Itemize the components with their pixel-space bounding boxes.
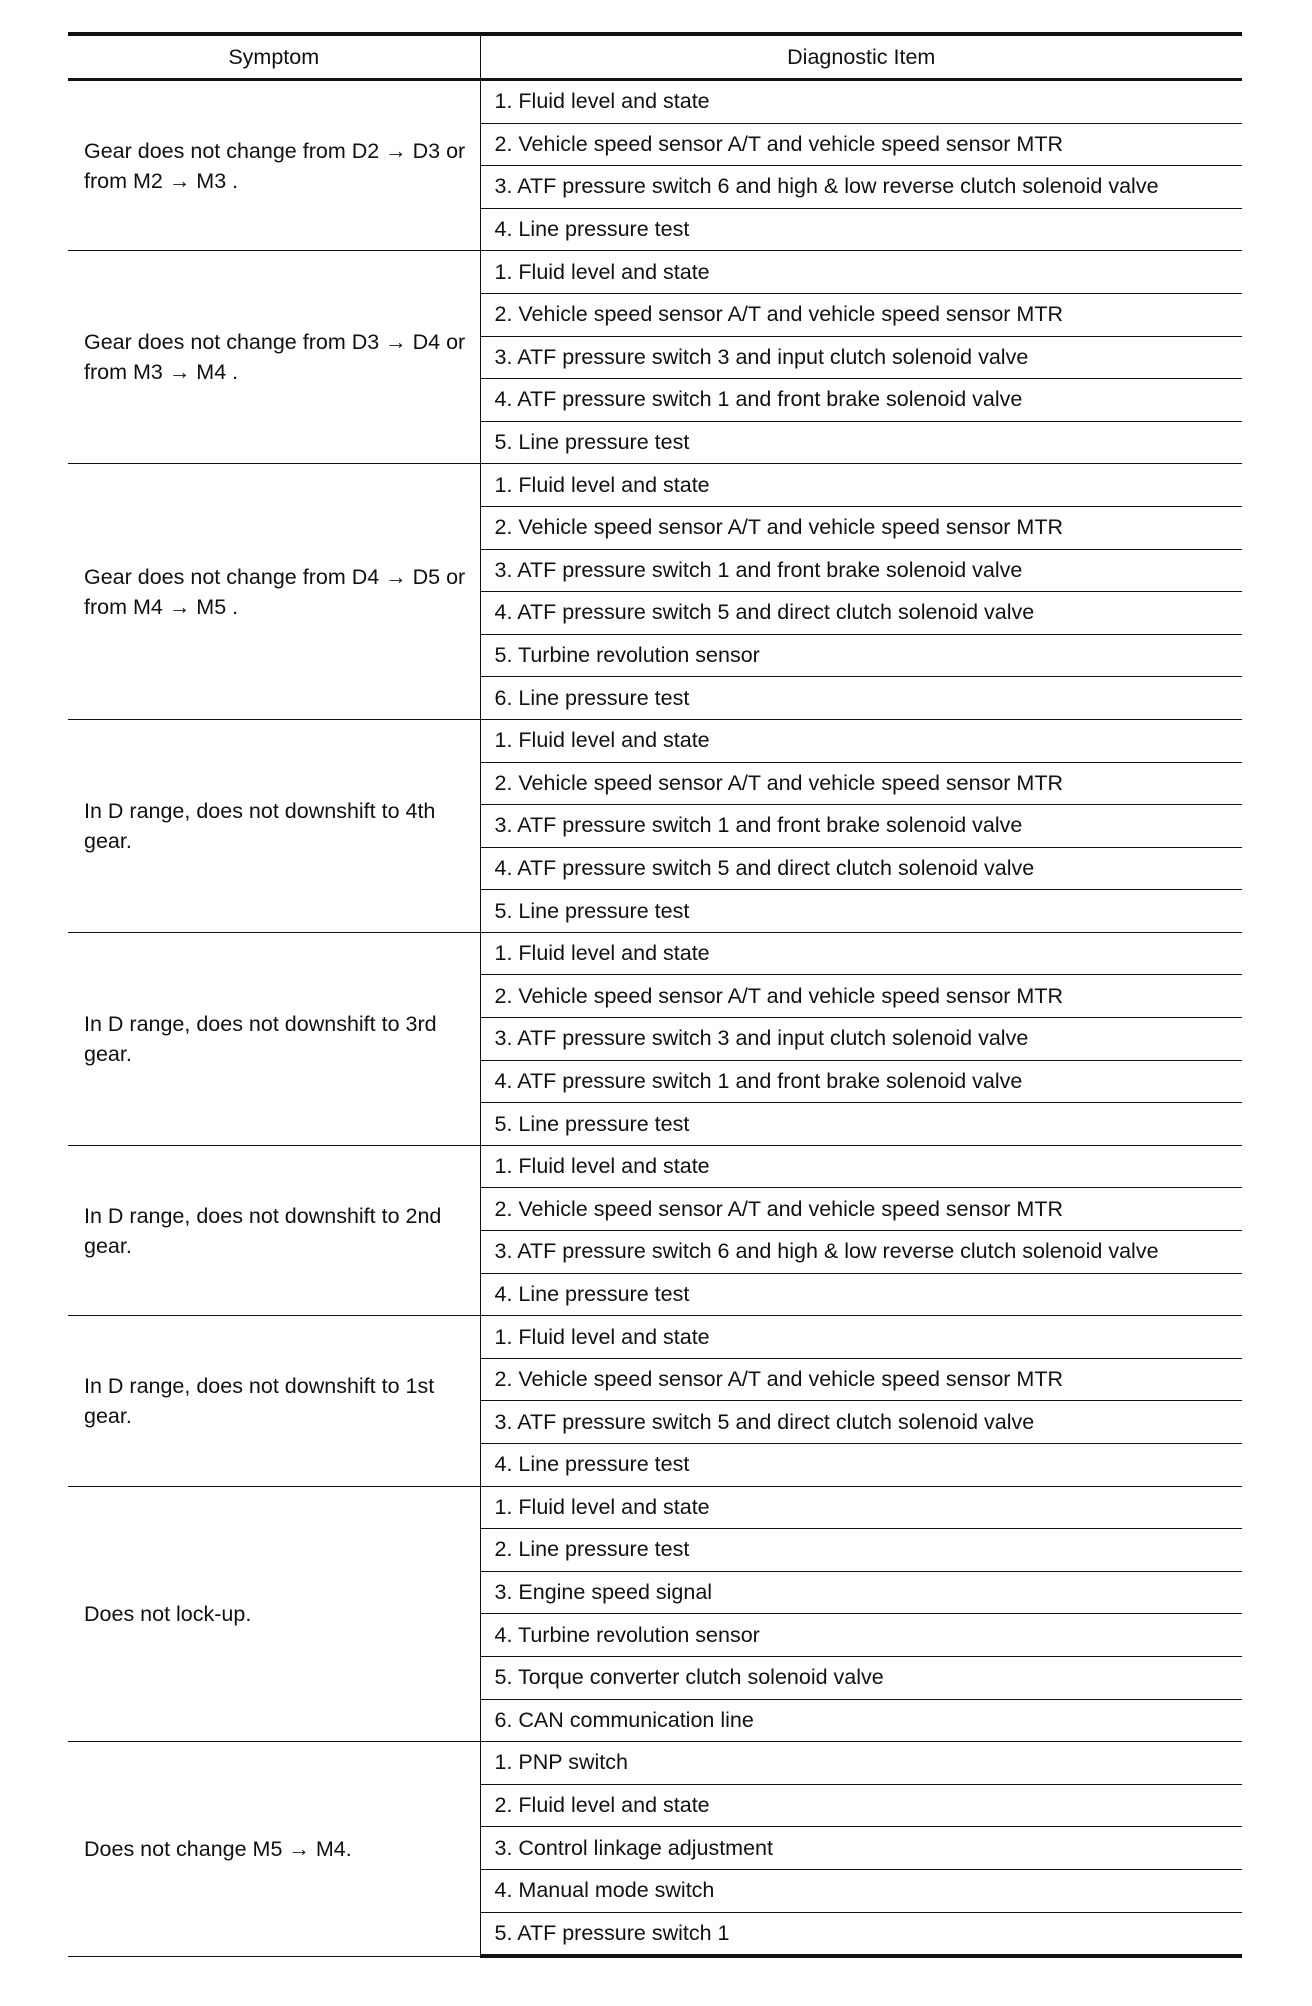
diagnostic-item-cell: 4. Line pressure test [480, 1444, 1242, 1487]
diagnostic-item-cell: 1. Fluid level and state [480, 1486, 1242, 1529]
diagnostic-item-cell: 3. ATF pressure switch 6 and high & low reverse clutch solenoid valve [480, 1231, 1242, 1274]
diagnostic-item-header: Diagnostic Item [480, 34, 1242, 80]
symptom-cell: In D range, does not downshift to 1st gear. [68, 1316, 480, 1486]
diagnostic-item-cell: 2. Vehicle speed sensor A/T and vehicle speed sensor MTR [480, 1358, 1242, 1401]
diagnostic-item-cell: 2. Vehicle speed sensor A/T and vehicle speed sensor MTR [480, 123, 1242, 166]
diagnostic-table-page [68, 32, 1242, 1958]
diagnostic-item-cell: 3. Engine speed signal [480, 1571, 1242, 1614]
diagnostic-item-cell: 4. Manual mode switch [480, 1869, 1242, 1912]
diagnostic-item-cell: 2. Vehicle speed sensor A/T and vehicle speed sensor MTR [480, 762, 1242, 805]
diagnostic-item-cell: 4. Turbine revolution sensor [480, 1614, 1242, 1657]
diagnostic-item-cell: 5. Torque converter clutch solenoid valve [480, 1656, 1242, 1699]
diagnostic-item-cell: 1. Fluid level and state [480, 80, 1242, 124]
symptom-cell: Does not lock-up. [68, 1486, 480, 1742]
diagnostic-item-cell: 3. ATF pressure switch 6 and high & low reverse clutch solenoid valve [480, 166, 1242, 209]
table-row [68, 1486, 1242, 1529]
symptom-cell: Does not change M5 → M4. [68, 1742, 480, 1956]
diagnostic-item-cell: 3. ATF pressure switch 5 and direct clutch solenoid valve [480, 1401, 1242, 1444]
diagnostic-item-cell: 2. Vehicle speed sensor A/T and vehicle speed sensor MTR [480, 975, 1242, 1018]
diagnostic-item-cell: 2. Vehicle speed sensor A/T and vehicle speed sensor MTR [480, 506, 1242, 549]
diagnostic-item-cell: 1. PNP switch [480, 1742, 1242, 1785]
diagnostic-item-cell: 4. ATF pressure switch 5 and direct clutch solenoid valve [480, 592, 1242, 635]
symptom-header: Symptom [68, 34, 480, 80]
table-row [68, 932, 1242, 975]
diagnostic-item-cell: 5. Line pressure test [480, 890, 1242, 933]
diagnostic-item-cell: 2. Vehicle speed sensor A/T and vehicle speed sensor MTR [480, 1188, 1242, 1231]
table-body [68, 80, 1242, 1957]
diagnostic-item-cell: 5. Line pressure test [480, 421, 1242, 464]
table-row [68, 1742, 1242, 1785]
diagnostic-item-cell: 2. Vehicle speed sensor A/T and vehicle speed sensor MTR [480, 293, 1242, 336]
diagnostic-item-cell: 2. Line pressure test [480, 1529, 1242, 1572]
diagnostic-item-cell: 5. ATF pressure switch 1 [480, 1912, 1242, 1956]
table-row [68, 1145, 1242, 1188]
table-row [68, 1316, 1242, 1359]
diagnostic-item-cell: 5. Line pressure test [480, 1103, 1242, 1146]
diagnostic-item-cell: 6. Line pressure test [480, 677, 1242, 720]
symptom-cell: Gear does not change from D2 → D3 or from M2 → M3 . [68, 80, 480, 251]
symptom-cell: In D range, does not downshift to 3rd gear. [68, 932, 480, 1145]
diagnostic-item-cell: 3. ATF pressure switch 3 and input clutch solenoid valve [480, 1018, 1242, 1061]
diagnostic-item-cell: 5. Turbine revolution sensor [480, 634, 1242, 677]
table-header-row [68, 34, 1242, 80]
diagnostic-table [68, 32, 1242, 1958]
table-row [68, 464, 1242, 507]
symptom-cell: Gear does not change from D3 → D4 or from M3 → M4 . [68, 251, 480, 464]
diagnostic-item-cell: 1. Fluid level and state [480, 464, 1242, 507]
diagnostic-item-cell: 1. Fluid level and state [480, 251, 1242, 294]
diagnostic-item-cell: 4. Line pressure test [480, 208, 1242, 251]
diagnostic-item-cell: 1. Fluid level and state [480, 719, 1242, 762]
diagnostic-item-cell: 4. Line pressure test [480, 1273, 1242, 1316]
diagnostic-item-cell: 1. Fluid level and state [480, 1316, 1242, 1359]
symptom-cell: In D range, does not downshift to 4th gear. [68, 719, 480, 932]
diagnostic-item-cell: 4. ATF pressure switch 1 and front brake solenoid valve [480, 379, 1242, 422]
diagnostic-item-cell: 4. ATF pressure switch 5 and direct clutch solenoid valve [480, 847, 1242, 890]
table-row [68, 719, 1242, 762]
diagnostic-item-cell: 1. Fluid level and state [480, 932, 1242, 975]
diagnostic-item-cell: 3. ATF pressure switch 3 and input clutch solenoid valve [480, 336, 1242, 379]
diagnostic-item-cell: 3. Control linkage adjustment [480, 1827, 1242, 1870]
diagnostic-item-cell: 2. Fluid level and state [480, 1784, 1242, 1827]
table-row [68, 251, 1242, 294]
diagnostic-item-cell: 4. ATF pressure switch 1 and front brake solenoid valve [480, 1060, 1242, 1103]
symptom-cell: Gear does not change from D4 → D5 or from M4 → M5 . [68, 464, 480, 720]
diagnostic-item-cell: 3. ATF pressure switch 1 and front brake solenoid valve [480, 549, 1242, 592]
diagnostic-item-cell: 6. CAN communication line [480, 1699, 1242, 1742]
diagnostic-item-cell: 1. Fluid level and state [480, 1145, 1242, 1188]
diagnostic-item-cell: 3. ATF pressure switch 1 and front brake solenoid valve [480, 805, 1242, 848]
table-row [68, 80, 1242, 124]
symptom-cell: In D range, does not downshift to 2nd gear. [68, 1145, 480, 1315]
